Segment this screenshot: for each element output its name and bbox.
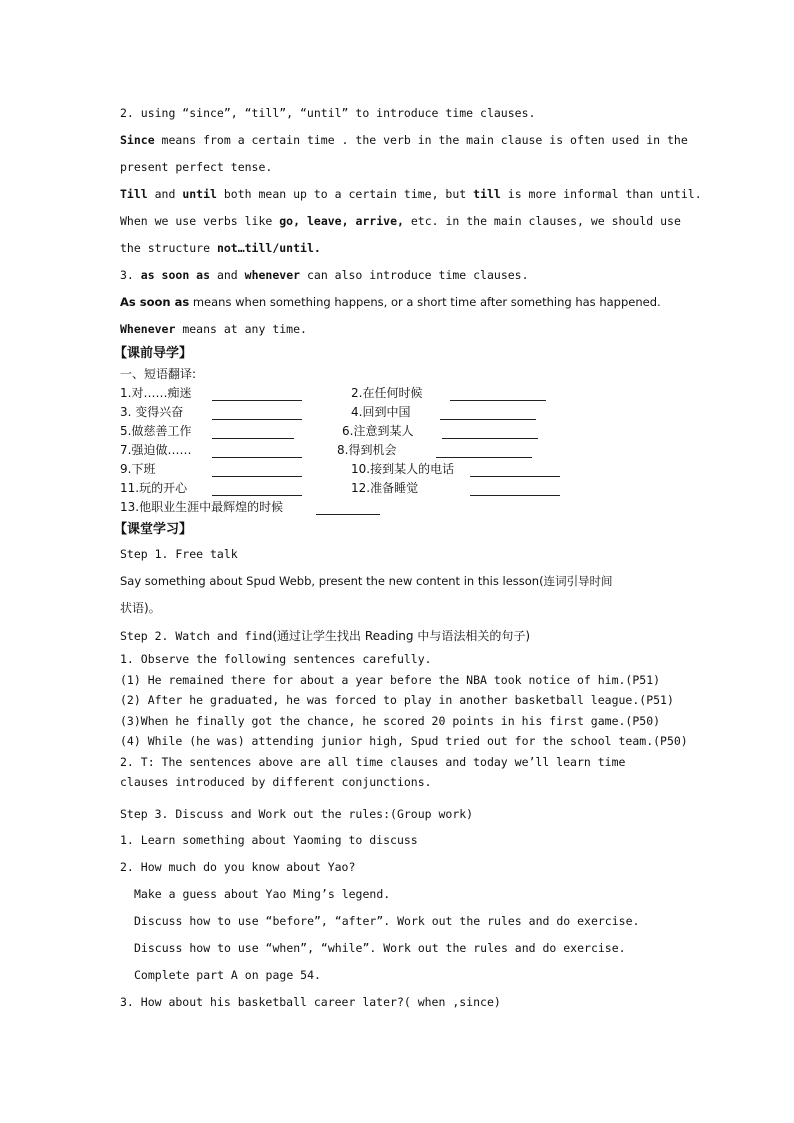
classroom-heading: 【课堂学习】 [114,522,193,537]
translation-row [120,384,680,403]
grammar-point-3: 3. as soon as and whenever can also introduce time clauses. [120,268,529,282]
grammar-point-2: 2. using “since”, “till”, “until” to introduce time clauses. [120,106,536,120]
translation-row [120,422,680,441]
answer-blank[interactable] [470,483,560,496]
list-item: 1.对……痴迷 [120,386,192,400]
answer-blank[interactable] [212,464,302,477]
step-3-sub-a: Make a guess about Yao Ming’s legend. [134,886,391,901]
phrase-translation-heading: 一、短语翻译: [120,367,197,381]
answer-blank[interactable] [212,407,302,420]
translation-row [120,460,680,479]
answer-blank[interactable] [436,445,532,458]
structure-explanation: the structure not…till/until. [120,241,321,255]
example-sentence: (1) He remained there for about a year before the NBA took notice of him.(P51) [120,672,661,687]
translation-row [120,479,680,498]
leave-keyword: leave, [306,214,349,228]
as-soon-as-keyword-2: As soon as [120,295,190,309]
till-keyword: Till [120,187,148,201]
until-keyword: until [182,187,217,201]
answer-blank[interactable] [212,426,294,439]
list-item: 13.他职业生涯中最辉煌的时候 [120,500,284,514]
preview-heading: 【课前导学】 [114,346,193,361]
list-item: 11.玩的开心 [120,481,188,495]
list-item: 5.做慈善工作 [120,424,192,438]
answer-blank[interactable] [316,502,380,515]
as-soon-as-explanation: As soon as means when something happens, or a short time after something has happened. [120,295,661,309]
answer-blank[interactable] [212,445,302,458]
list-item: 3. 变得兴奋 [120,405,184,419]
go-keyword: go, [279,214,301,228]
step-1-text: Say something about Spud Webb, present the new content in this lesson(连词引导时间 [120,574,613,588]
answer-blank[interactable] [212,388,302,401]
step-3-item-1: 1. Learn something about Yaoming to discuss [120,832,418,847]
step-3-sub-c: Discuss how to use “when”, “while”. Work out the rules and do exercise. [134,940,626,955]
list-item: 4.回到中国 [351,405,411,419]
till-keyword-2: till [473,187,501,201]
answer-blank[interactable] [440,407,536,420]
example-sentence: (2) After he graduated, he was forced to play in another basketball league.(P51) [120,693,674,707]
step-1: Step 1. Free talk [120,547,238,561]
step-3-sub-d: Complete part A on page 54. [134,967,321,982]
not-till-keyword: not…till/until. [216,241,321,255]
list-item: 8.得到机会 [337,443,397,457]
example-sentence: (3)When he finally got the chance, he scored 20 points in his first game.(P50) [120,713,661,728]
whenever-keyword-2: Whenever [120,322,176,336]
as-soon-as-keyword: as soon as [140,268,211,282]
example-sentence: (4) While (he was) attending junior high, Spud tried out for the school team.(P50) [120,734,688,748]
arrive-keyword: arrive, [355,214,404,228]
translation-row [120,498,680,517]
answer-blank[interactable] [470,464,560,477]
step-3-item-2: 2. How much do you know about Yao? [120,859,356,874]
observe-instruction: 1. Observe the following sentences carefully. [120,652,432,666]
whenever-explanation: Whenever means at any time. [120,322,307,336]
list-item: 10.接到某人的电话 [351,462,455,476]
list-item: 12.准备睡觉 [351,481,419,495]
answer-blank[interactable] [442,426,538,439]
translation-row [120,403,680,422]
answer-blank[interactable] [450,388,546,401]
answer-blank[interactable] [212,483,302,496]
list-item: 9.下班 [120,462,156,476]
verbs-explanation: When we use verbs like go, leave, arrive, etc. in the main clauses, we should use [120,214,681,228]
since-explanation-cont: present perfect tense. [120,160,273,174]
since-explanation: Since means from a certain time . the verb in the main clause is often used in the [120,133,688,147]
translation-row [120,441,680,460]
step-2: Step 2. Watch and find(通过让学生找出 Reading 中与语法相关的句子) [120,629,531,643]
teacher-note: 2. T: The sentences above are all time clauses and today we’ll learn time [120,754,626,769]
step-3: Step 3. Discuss and Work out the rules:(Group work) [120,806,474,821]
whenever-keyword: whenever [244,268,301,282]
till-explanation: Till and until both mean up to a certain time, but till is more informal than until. [120,187,702,201]
list-item: 6.注意到某人 [342,424,414,438]
list-item: 2.在任何时候 [351,386,423,400]
step-3-sub-b: Discuss how to use “before”, “after”. Work out the rules and do exercise. [134,913,640,928]
teacher-note-cont: clauses introduced by different conjunctions. [120,775,432,789]
since-keyword: Since [120,133,155,147]
list-item: 7.强迫做…… [120,443,192,457]
step-1-text-cont: 状语)。 [120,601,161,615]
document-page [114,100,702,1016]
step-3-item-3: 3. How about his basketball career later?( when ,since) [120,994,501,1009]
